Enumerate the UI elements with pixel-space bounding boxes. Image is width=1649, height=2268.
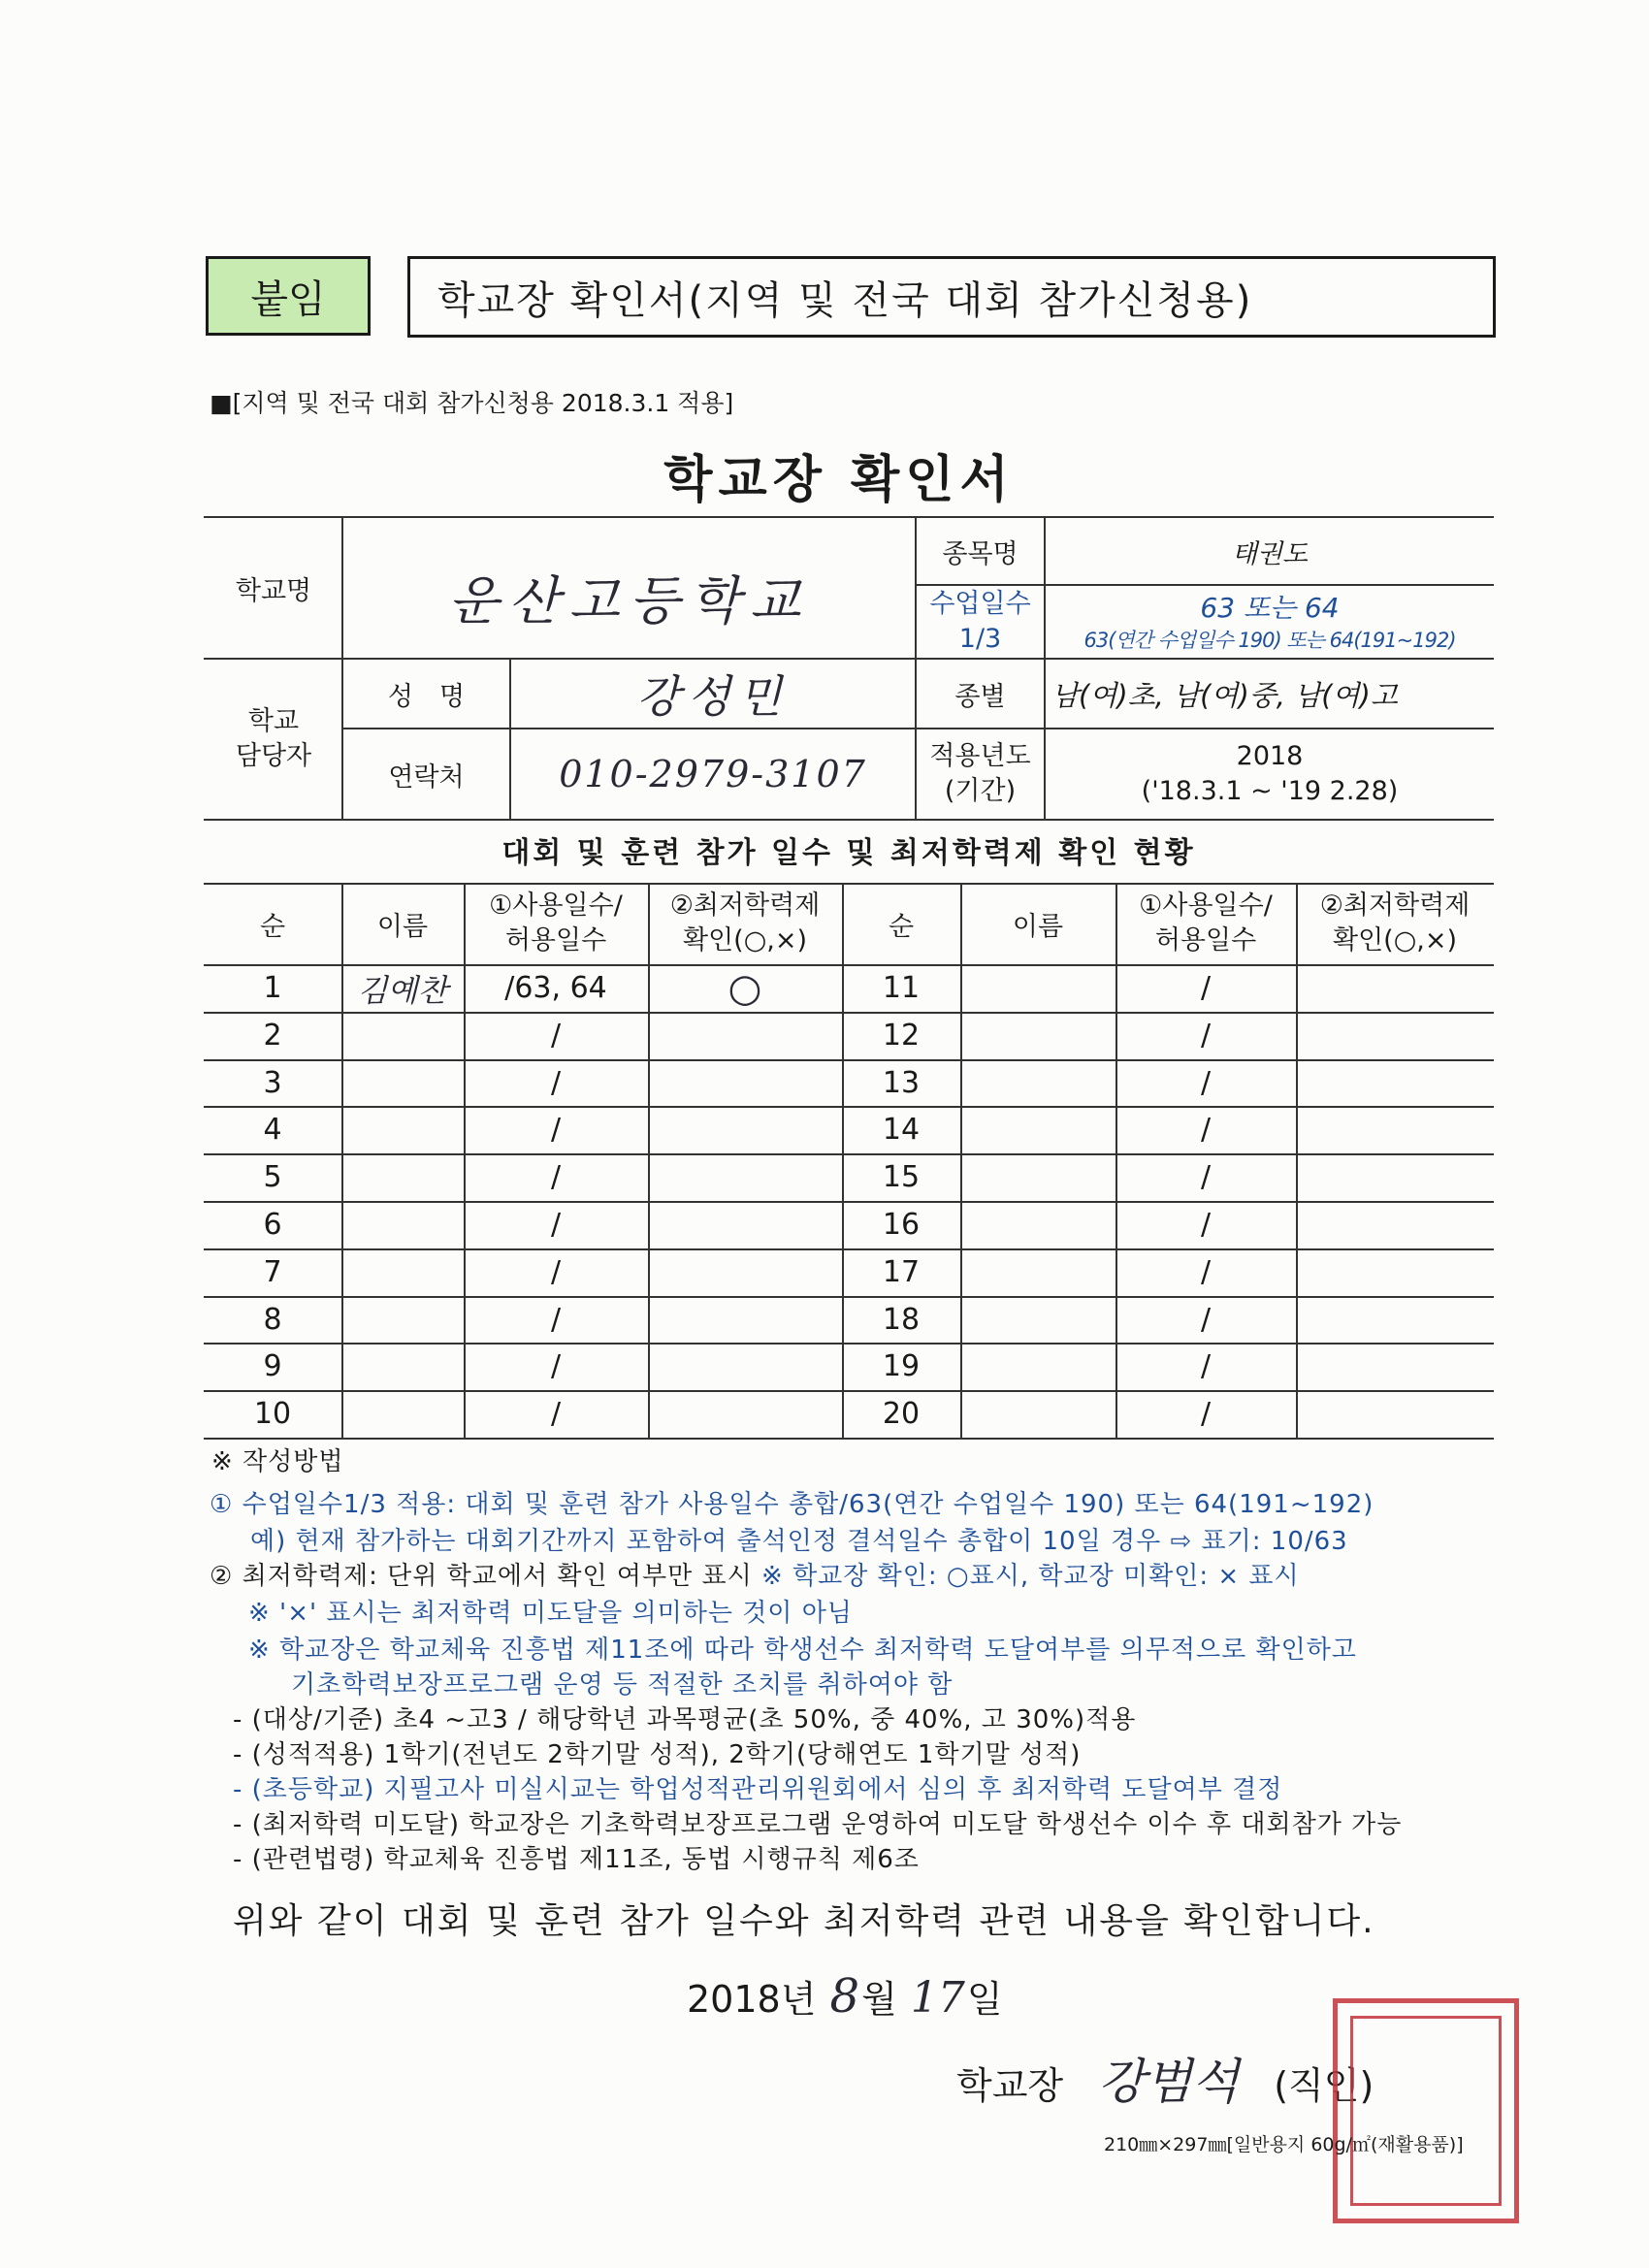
row-days: /63, 64 [504, 971, 607, 1005]
note-4: ※ '×' 표시는 최저학력 미도달을 의미하는 것이 아님 [248, 1599, 853, 1628]
note-heading: ※ 작성방법 [211, 1447, 344, 1476]
row-academic-check [1296, 1343, 1494, 1390]
row-name [960, 964, 1116, 1012]
row-number: 7 [263, 1255, 282, 1289]
right-header-name: 이름 [1012, 911, 1064, 942]
row-number: 13 [882, 1066, 921, 1100]
row-days: / [1200, 1303, 1212, 1337]
row-days: / [550, 1397, 562, 1431]
sport-label: 종목명 [942, 538, 1018, 569]
right-header-academic-line-2: 확인(○,×) [1333, 925, 1457, 956]
form-subheading: ■[지역 및 전국 대회 참가신청용 2018.3.1 적용] [210, 389, 734, 417]
row-name: 김예찬 [357, 971, 448, 1009]
apply-year-value [1046, 729, 1494, 819]
section-title: 대회 및 훈련 참가 일수 및 최저학력제 확인 현황 [501, 836, 1196, 870]
row-days: / [1200, 971, 1212, 1005]
main-title: 학교장 확인서 [663, 451, 1015, 509]
row-days: / [550, 1303, 562, 1337]
row-number: 16 [882, 1208, 921, 1242]
row-name [960, 1248, 1116, 1296]
form-title-box: 학교장 확인서(지역 및 전국 대회 참가신청용) [407, 256, 1496, 338]
note-3a: ② 최저학력제: 단위 학교에서 확인 여부만 표시 [210, 1562, 753, 1591]
date-day: 17 [910, 1973, 965, 2023]
apply-year-label-1: 적용년도 [929, 740, 1031, 771]
row-number: 1 [263, 971, 282, 1005]
row-academic-check [648, 1201, 842, 1248]
note-10: - (최저학력 미도달) 학교장은 기초학력보장프로그램 운영하여 미도달 학생선수 이수 후 대회참가 가능 [233, 1810, 1403, 1839]
row-number: 8 [263, 1303, 282, 1337]
class-days-label-1: 수업일수 [929, 588, 1031, 619]
sign-date [687, 1969, 1003, 2024]
row-name [341, 1248, 464, 1296]
row-number: 9 [263, 1349, 282, 1383]
row-number: 11 [882, 971, 921, 1005]
row-academic-check [648, 1390, 842, 1438]
left-header-days-line-2: 허용일수 [504, 925, 607, 956]
note-9: - (초등학교) 지필고사 미실시교는 학업성적관리위원회에서 심의 후 최저학력 도달여부 결정 [233, 1775, 1283, 1804]
row-days: / [550, 1255, 562, 1289]
row-number: 5 [263, 1160, 282, 1194]
row-name [341, 1201, 464, 1248]
apply-year-label [917, 729, 1044, 819]
right-header-no: 순 [888, 911, 915, 942]
date-month-unit: 월 [861, 1978, 897, 2021]
row-number: 6 [263, 1208, 282, 1242]
row-days: / [1200, 1019, 1212, 1053]
staff-label-2: 담당자 [235, 741, 312, 771]
left-header-academic [648, 883, 842, 964]
principal-signature: 강범석 [1098, 2054, 1240, 2110]
row-name [960, 1390, 1116, 1438]
row-days: / [550, 1349, 562, 1383]
row-name [341, 1059, 464, 1107]
class-days-value-1: 63 또는 64 [1200, 591, 1340, 624]
staff-label-1: 학교 [247, 705, 300, 736]
row-number: 18 [882, 1303, 921, 1337]
row-days: / [550, 1113, 562, 1147]
principal-label: 학교장 [956, 2064, 1064, 2107]
row-name [341, 1296, 464, 1344]
sport-value: 태권도 [1231, 538, 1309, 569]
row-name [960, 1059, 1116, 1107]
row-academic-check [1296, 964, 1494, 1012]
row-name [960, 1296, 1116, 1344]
row-days: / [550, 1160, 562, 1194]
official-seal-stamp [1333, 1998, 1519, 2223]
row-academic-check [648, 1059, 842, 1107]
gender-value: 남(여)초, 남(여)중, 남(여)고 [1051, 678, 1398, 712]
apply-year-value-1: 2018 [1236, 740, 1304, 771]
row-name [341, 1153, 464, 1201]
paper-spec: 210㎜×297㎜[일반용지 60g/㎡(재활용품)] [1104, 2134, 1464, 2155]
school-name-label: 학교명 [235, 575, 312, 606]
row-number: 17 [882, 1255, 921, 1289]
seal-label: (직인) [1274, 2064, 1374, 2107]
row-name [341, 1390, 464, 1438]
note-11: - (관련법령) 학교체육 진흥법 제11조, 동법 시행규칙 제6조 [233, 1845, 920, 1874]
row-academic-check [648, 1153, 842, 1201]
row-days: / [1200, 1397, 1212, 1431]
left-header-days [464, 883, 648, 964]
note-5: ※ 학교장은 학교체육 진흥법 제11조에 따라 학생선수 최저학력 도달여부를 의무적으로 확인하고 [248, 1636, 1357, 1665]
row-academic-check [648, 1296, 842, 1344]
right-header-days [1116, 883, 1296, 964]
left-header-academic-line-1: ②최저학력제 [669, 890, 821, 921]
row-number: 14 [882, 1113, 921, 1147]
note-8: - (성적적용) 1학기(전년도 2학기말 성적), 2학기(당해연도 1학기말 성적) [233, 1740, 1082, 1769]
note-1: ① 수업일수1/3 적용: 대회 및 훈련 참가 사용일수 총합/63(연간 수업일수 190) 또는 64(191~192) [210, 1490, 1374, 1519]
seal-inner-border [1350, 2016, 1502, 2206]
row-name [960, 1343, 1116, 1390]
row-academic-check [1296, 1201, 1494, 1248]
row-number: 12 [882, 1019, 921, 1053]
staff-contact-label: 연락처 [388, 761, 465, 793]
note-7: - (대상/기준) 초4 ~고3 / 해당학년 과목평균(초 50%, 중 40%, 고 30%)적용 [233, 1705, 1137, 1734]
row-number: 3 [263, 1066, 282, 1100]
date-year: 2018년 [687, 1978, 817, 2021]
row-name [341, 1106, 464, 1153]
note-3b: ※ 학교장 확인: ○표시, 학교장 미확인: × 표시 [761, 1562, 1300, 1591]
class-days-value-2: 63(연간 수업일수 190) 또는 64(191~192) [1083, 628, 1456, 652]
row-number: 20 [882, 1397, 921, 1431]
left-header-academic-line-2: 확인(○,×) [683, 925, 807, 956]
row-academic-check [1296, 1296, 1494, 1344]
staff-contact-value: 010-2979-3107 [559, 753, 867, 795]
principal-sign-line [956, 2043, 1374, 2113]
left-header-days-line-1: ①사용일수/ [489, 890, 623, 921]
row-academic-check [1296, 1059, 1494, 1107]
row-academic-check [1296, 1012, 1494, 1059]
apply-year-label-2: (기간) [944, 776, 1017, 806]
right-header-days-line-2: 허용일수 [1154, 925, 1257, 956]
right-header-academic [1296, 883, 1494, 964]
note-3 [210, 1556, 1300, 1592]
school-name-value: 운산고등학교 [448, 569, 810, 632]
row-days: / [1200, 1349, 1212, 1383]
row-number: 4 [263, 1113, 282, 1147]
left-header-name: 이름 [376, 911, 429, 942]
row-days: / [1200, 1255, 1212, 1289]
row-academic-check [1296, 1153, 1494, 1201]
note-6: 기초학력보장프로그램 운영 등 적절한 조치를 취하여야 함 [291, 1670, 954, 1700]
row-academic-check [648, 1106, 842, 1153]
row-number: 19 [882, 1349, 921, 1383]
row-academic-check: ○ [728, 965, 762, 1011]
row-academic-check [1296, 1248, 1494, 1296]
staff-label [206, 660, 341, 819]
date-day-unit: 일 [966, 1978, 1003, 2021]
class-days-label-2: 1/3 [958, 624, 1002, 654]
left-header-no: 순 [259, 911, 286, 942]
row-number: 10 [253, 1397, 292, 1431]
row-name [960, 1106, 1116, 1153]
row-name [960, 1153, 1116, 1201]
row-days: / [1200, 1113, 1212, 1147]
row-days: / [1200, 1160, 1212, 1194]
gender-label: 종별 [954, 681, 1006, 712]
row-days: / [1200, 1208, 1212, 1242]
row-academic-check [648, 1012, 842, 1059]
confirmation-statement: 위와 같이 대회 및 훈련 참가 일수와 최저학력 관련 내용을 확인합니다. [233, 1901, 1375, 1941]
row-days: / [550, 1066, 562, 1100]
row-line [204, 1438, 1494, 1440]
row-name [960, 1201, 1116, 1248]
date-month: 8 [829, 1969, 860, 2024]
row-number: 15 [882, 1160, 921, 1194]
row-name [341, 1012, 464, 1059]
right-header-days-line-1: ①사용일수/ [1139, 890, 1273, 921]
note-2: 예) 현재 참가하는 대회기간까지 포함하여 출석인정 결석일수 총합이 10일 경우 ⇨ 표기: 10/63 [250, 1527, 1348, 1556]
staff-name-value: 강성민 [636, 670, 790, 723]
class-days-label [917, 586, 1044, 658]
row-name [341, 1343, 464, 1390]
row-days: / [550, 1019, 562, 1053]
row-academic-check [648, 1248, 842, 1296]
row-name [960, 1012, 1116, 1059]
row-days: / [550, 1208, 562, 1242]
class-days-value [1046, 586, 1494, 658]
staff-name-label: 성 명 [387, 681, 466, 712]
attachment-tag: 붙임 [206, 256, 371, 336]
row-academic-check [648, 1343, 842, 1390]
row-academic-check [1296, 1106, 1494, 1153]
apply-year-value-2: ('18.3.1 ~ '19 2.28) [1141, 776, 1399, 806]
row-number: 2 [263, 1019, 282, 1053]
row-academic-check [1296, 1390, 1494, 1438]
row-days: / [1200, 1066, 1212, 1100]
right-header-academic-line-1: ②최저학력제 [1319, 890, 1471, 921]
